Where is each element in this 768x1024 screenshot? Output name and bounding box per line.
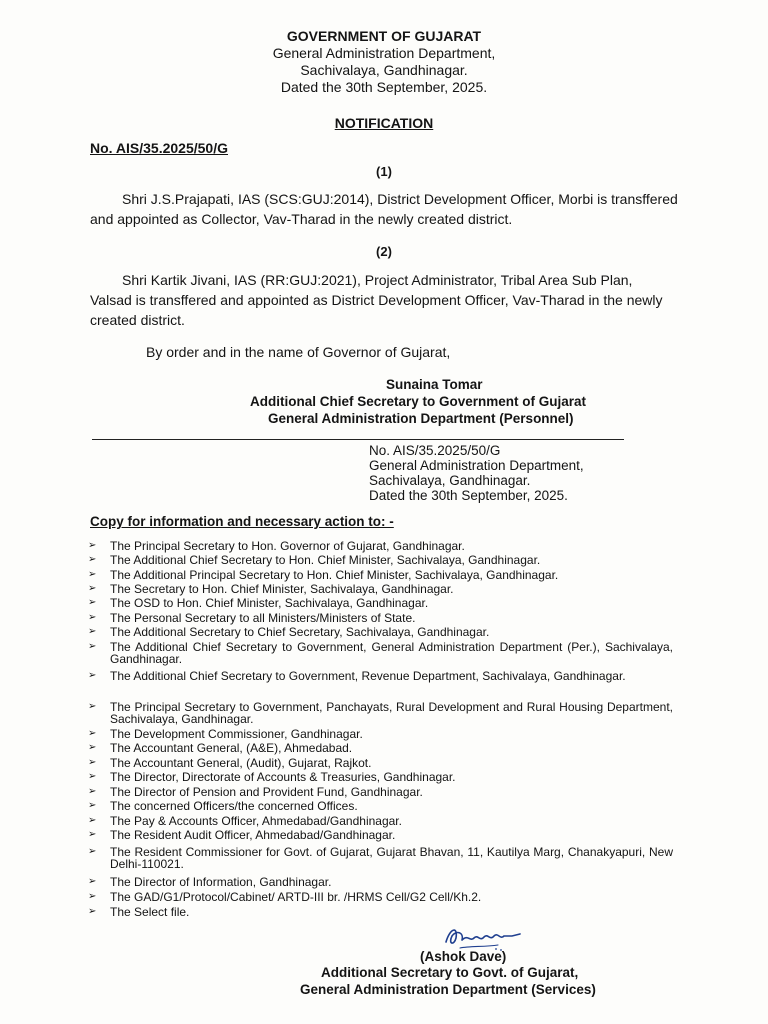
para1-text: Shri J.S.Prajapati, IAS (SCS:GUJ:2014), District Development Officer, Morbi is transffered and appointed as Collector, Vav-Tharad in the newly created district. xyxy=(90,191,678,227)
endorsement-number: No. AIS/35.2025/50/G xyxy=(369,443,501,458)
endorsement-date: Dated the 30th September, 2025. xyxy=(369,488,568,503)
arrow-bullet-icon: ➢ xyxy=(88,626,97,637)
endorsement-place: Sachivalaya, Gandhinagar. xyxy=(369,473,531,488)
signatory1-designation: Additional Chief Secretary to Government of Gujarat xyxy=(250,394,587,409)
divider-line xyxy=(92,439,624,440)
govt-title: GOVERNMENT OF GUJARAT xyxy=(286,28,482,44)
arrow-bullet-icon: ➢ xyxy=(88,906,97,917)
arrow-bullet-icon: ➢ xyxy=(88,540,97,551)
arrow-bullet-icon: ➢ xyxy=(88,742,97,753)
arrow-bullet-icon: ➢ xyxy=(88,597,97,608)
dept-name: General Administration Department, xyxy=(272,45,496,61)
arrow-bullet-icon: ➢ xyxy=(88,641,97,652)
endorsement-block xyxy=(369,443,584,503)
arrow-bullet-icon: ➢ xyxy=(88,612,97,623)
arrow-bullet-icon: ➢ xyxy=(88,554,97,565)
signatory2-designation: Additional Secretary to Govt. of Gujarat, xyxy=(321,965,579,980)
arrow-bullet-icon: ➢ xyxy=(88,757,97,768)
arrow-bullet-icon: ➢ xyxy=(88,771,97,782)
arrow-bullet-icon: ➢ xyxy=(88,786,97,797)
arrow-bullet-icon: ➢ xyxy=(88,829,97,840)
order-line: By order and in the name of Governor of Gujarat, xyxy=(146,344,451,360)
arrow-bullet-icon: ➢ xyxy=(88,670,97,681)
dated-line: Dated the 30th September, 2025. xyxy=(280,79,488,95)
signatory2-name: (Ashok Dave) xyxy=(420,949,507,964)
arrow-bullet-icon: ➢ xyxy=(88,876,97,887)
notification-title: NOTIFICATION xyxy=(334,115,434,131)
endorsement-dept: General Administration Department, xyxy=(369,458,584,473)
dept-place: Sachivalaya, Gandhinagar. xyxy=(300,62,468,78)
notification-number: No. AIS/35.2025/50/G xyxy=(90,140,228,156)
para1-number: (1) xyxy=(376,164,392,179)
signatory2-department: General Administration Department (Services) xyxy=(300,982,596,997)
arrow-bullet-icon: ➢ xyxy=(88,569,97,580)
signatory1-department: General Administration Department (Personnel) xyxy=(268,411,574,426)
arrow-bullet-icon: ➢ xyxy=(88,891,97,902)
arrow-bullet-icon: ➢ xyxy=(88,701,97,712)
copy-heading: Copy for information and necessary action to: - xyxy=(90,514,394,529)
arrow-bullet-icon: ➢ xyxy=(88,728,97,739)
para2-number: (2) xyxy=(376,244,392,259)
arrow-bullet-icon: ➢ xyxy=(88,583,97,594)
para2-text: Shri Kartik Jivani, IAS (RR:GUJ:2021), Project Administrator, Tribal Area Sub Plan, Valsad is transffered and appointed as District Development Officer, Vav-Tharad in the newly created district. xyxy=(90,272,663,328)
arrow-bullet-icon: ➢ xyxy=(88,800,97,811)
arrow-bullet-icon: ➢ xyxy=(88,846,97,857)
signatory1-name: Sunaina Tomar xyxy=(386,377,483,392)
arrow-bullet-icon: ➢ xyxy=(88,815,97,826)
